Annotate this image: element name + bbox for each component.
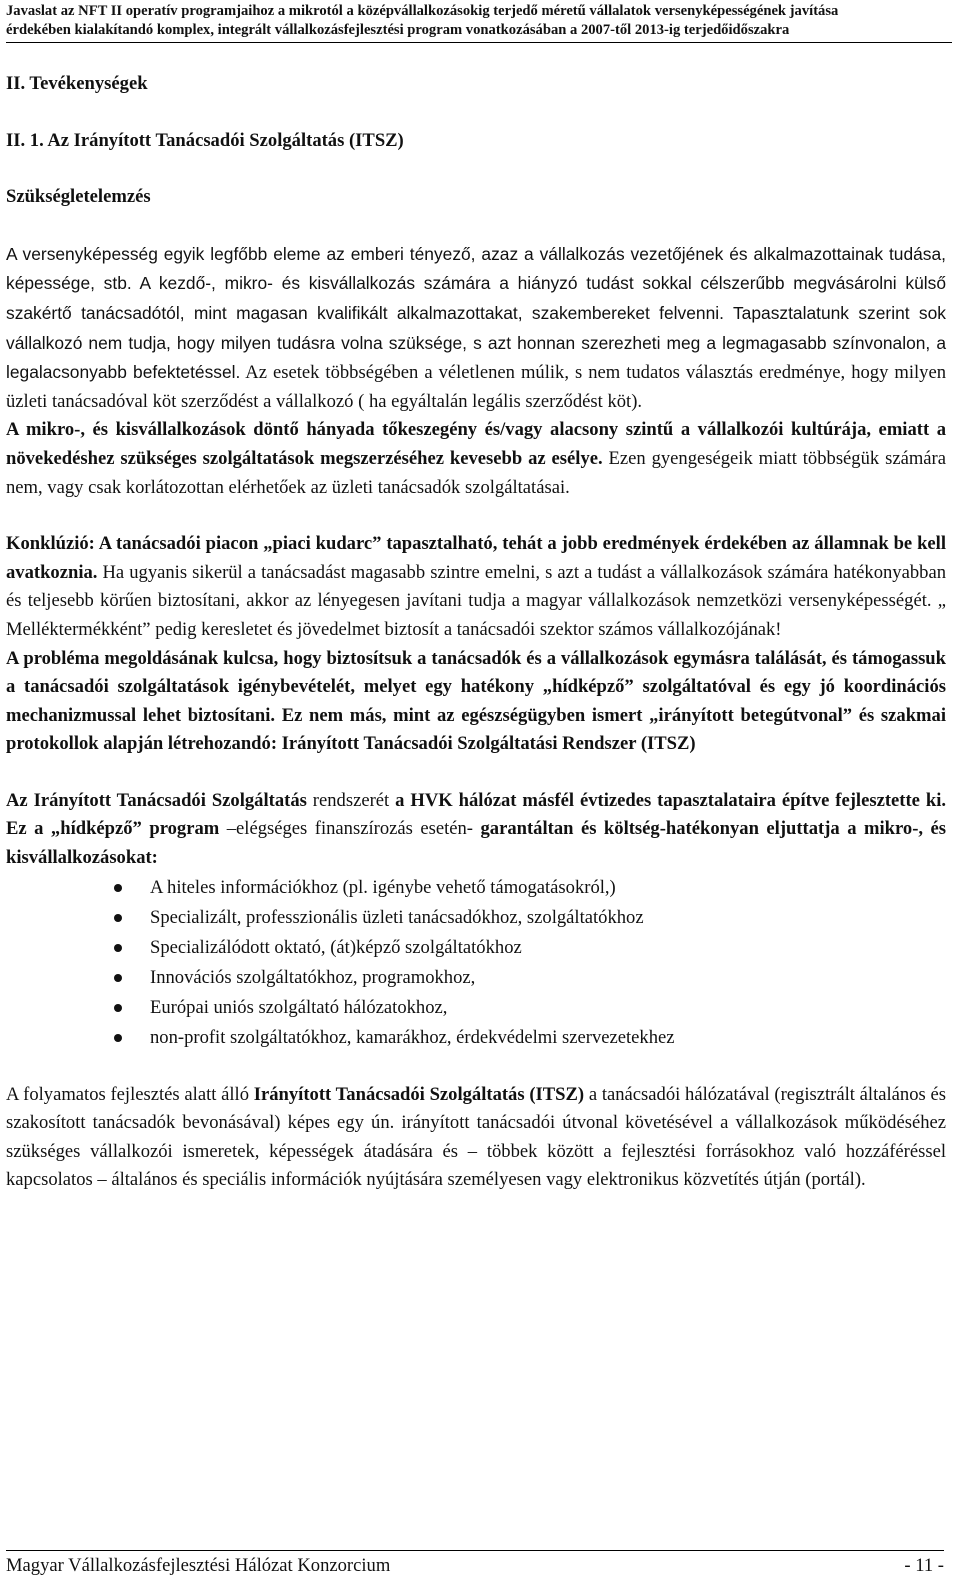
itsz-bold-3: garantáltan és költség-hatékonyan eljuttatja a mikro-, és kisvállalkozásokat: [6,818,947,869]
paragraph-needs [6,240,946,417]
list-item-text: Specializált, professzionális üzleti tanácsadókhoz, szolgáltatókhoz [150,906,644,928]
paragraph-continuous-development [6,1081,946,1195]
document-header [6,2,952,43]
page-number: - 11 - [904,1555,944,1576]
bullet-icon [114,1034,122,1042]
paragraph-needs-serif: Az esetek többségében a véletlenen múlik, s nem tudatos választás eredménye, hogy milyen üzleti tanácsadóval köt szerződést a vállalkozó ( ha egyáltalán legális szerződést köt). [6,362,947,412]
dev-bold-1: Irányított Tanácsadói Szolgáltatás (ITSZ) [253,1083,585,1105]
itsz-normal-2: –elégséges finanszírozás esetén- [219,818,481,840]
document-body [6,70,946,1195]
paragraph-conclusion-normal: Ha ugyanis sikerül a tanácsadást magasabb szintre emelni, s azt a tudást a vállalkozások számára hatékonyabban és teljesebb körűen biztosítani, akkor az lényegesen javítani tudja a magyar vállalkozások nemzetközi versenyképességét. „ Melléktermékként” pedig keresletet és jövedelmet biztosít a tanácsadói szektor számos vállalkozójának! [6,561,946,640]
bullet-icon [114,974,122,982]
document-footer [6,1550,944,1579]
footer-organization: Magyar Vállalkozásfejlesztési Hálózat Konzorcium [6,1555,391,1576]
bullet-icon [114,944,122,952]
list-item [114,903,946,933]
header-line-1: Javaslat az NFT II operatív programjaihoz a mikrotól a középvállalkozásokig terjedő méretű vállalatok versenyképességének javítása [6,3,839,19]
dev-normal-1: A folyamatos fejlesztés alatt álló [6,1083,254,1105]
list-item-text: non-profit szolgáltatókhoz, kamarákhoz, érdekvédelmi szervezetekhez [150,1026,675,1048]
paragraph-solution-bold: A probléma megoldásának kulcsa, hogy biztosítsuk a tanácsadók és a vállalkozások egymásra találását, és támogassuk a tanácsadói szolgáltatások igénybevételét, melyet egy hatékony „hídképző” szolgáltatóval és egy jó koordinációs mechanizmussal lehet biztosítani. Ez nem más, mint az egészségügyben ismert „irányított betegútvonal” és szakmai protokollok alapján létrehozandó: Irányított Tanácsadói Szolgáltatási Rendszer (ITSZ) [6,647,946,755]
list-item-text: Innovációs szolgáltatókhoz, programokhoz, [150,966,476,988]
list-item-text: A hiteles információkhoz (pl. igénybe vehető támogatásokról,) [150,876,616,898]
header-line-2: érdekében kialakítandó komplex, integrált vállalkozásfejlesztési program vonatkozásában a 2007-től 2013-ig terjedőidőszakra [6,22,790,38]
paragraph-capital-normal: Ezen gyengeségeik miatt többségük számára nem, vagy csak korlátozottan elérhetőek az üzleti tanácsadók szolgáltatásai. [6,447,946,498]
list-item [114,873,946,903]
list-item-text: Specializálódott oktató, (át)képző szolgáltatókhoz [150,936,522,958]
list-item-text: Európai uniós szolgáltató hálózatokhoz, [150,996,448,1018]
needs-analysis-title: Szükségletelemzés [6,186,151,208]
paragraph-conclusion-bold: Konklúzió: A tanácsadói piacon „piaci kudarc” tapasztalható, tehát a jobb eredmények érdekében az államnak be kell avatkoznia. [6,533,946,583]
section-title: II. Tevékenységek [6,73,148,94]
bullet-icon [114,884,122,892]
list-item [114,933,946,963]
paragraph-solution-key [6,645,946,759]
subsection-title: II. 1. Az Irányított Tanácsadói Szolgáltatás (ITSZ) [6,129,404,151]
paragraph-capital-bold: A mikro-, és kisvállalkozások döntő hányada tőkeszegény és/vagy alacsony szintű a vállalkozói kultúrája, emiatt a növekedéshez szükséges szolgáltatások megszerzéséhez kevesebb az esélye. [6,419,946,469]
bullet-icon [114,914,122,922]
bullet-icon [114,1004,122,1012]
itsz-normal-1: rendszerét [306,789,396,811]
list-item [114,963,946,993]
paragraph-needs-sans: A versenyképesség egyik legfőbb eleme az emberi tényező, azaz a vállalkozás vezetőjének és alkalmazottainak tudása, képessége, stb. A kezdő-, mikro- és kisvállalkozás számára a hiányzó tudást sokkal célszerűbb megvásárolni külső szakértő tanácsadótól, mint magasan kvalifikált alkalmazottakat, szakembereket felvenni. Tapasztalatunk szerint sok vállalkozó nem tudja, hogy milyen tudásra volna szüksége, s azt honnan szerezheti meg a legmagasabb színvonalon, a legalacsonyabb befektetéssel. [6,243,946,383]
itsz-bold-2: a HVK hálózat másfél évtizedes tapasztalataira építve fejlesztette ki. Ez a „hídképző” program [6,789,947,840]
list-item [114,993,946,1023]
paragraph-conclusion [6,530,946,644]
list-item [114,1023,946,1053]
dev-normal-2: a tanácsadói hálózatával (regisztrált általános és szakosított tanácsadók bevonásával) képes egy ún. irányított tanácsadói útvonal követésével a vállalkozások működéséhez szükséges vállalkozói ismeretek, képességek átadására és – többek között a fejlesztési forrásokhoz való hozzáféréssel kapcsolatos – általános és speciális információk nyújtására személyesen vagy elektronikus közvetítés útján (portál). [6,1083,946,1191]
itsz-bold-1: Az Irányított Tanácsadói Szolgáltatás [6,789,307,811]
bullet-list [6,873,946,1053]
paragraph-itsz-system [6,787,946,873]
paragraph-capital-weakness [6,416,946,502]
